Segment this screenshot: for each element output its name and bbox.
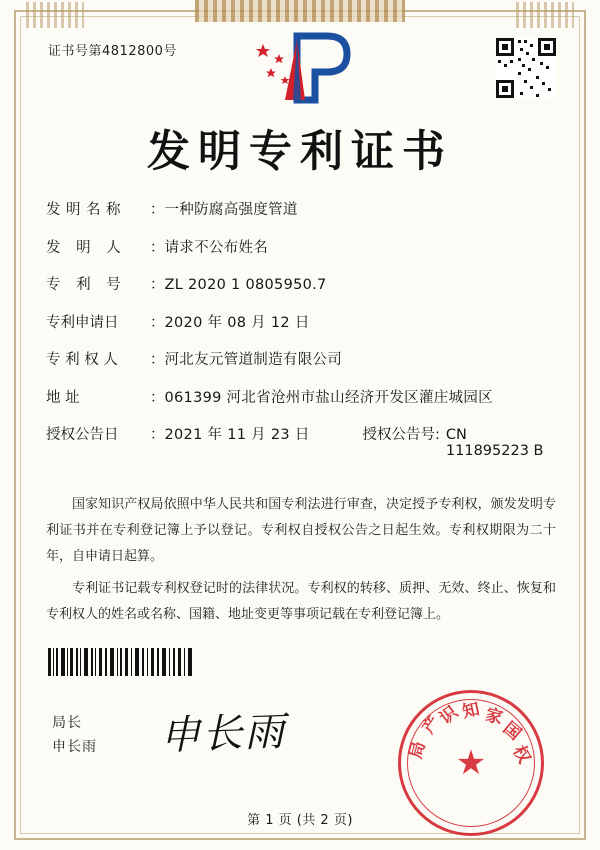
certificate-number: 证书号第4812800号 — [48, 44, 177, 59]
legal-text — [46, 492, 556, 634]
field-colon: ： — [150, 239, 165, 256]
field-invention-name — [46, 198, 554, 219]
signature-role: 局长 — [52, 715, 82, 731]
field-label: 专利申请日 — [46, 314, 119, 331]
seal-char: 权 — [508, 742, 535, 767]
corner-ornament-left — [26, 2, 84, 28]
field-label: 授权公告日 — [46, 427, 119, 443]
seal-char: 产 — [418, 712, 445, 738]
signature-name: 申长雨 — [52, 738, 97, 755]
field-label: 发明名称 — [46, 202, 126, 218]
field-value: 061399 河北省沧州市盐山经济开发区灌庄城园区 — [164, 389, 493, 406]
field-colon: ： — [150, 277, 165, 293]
field-colon: ： — [150, 314, 165, 331]
field-value: 2021 年 11 月 23 日 — [164, 427, 310, 443]
seal-star-icon: ★ — [455, 743, 487, 783]
seal-char: 识 — [436, 702, 462, 729]
field-colon: ： — [150, 352, 165, 368]
seal-char: 国 — [498, 718, 525, 745]
top-ornament — [195, 0, 405, 22]
certificate-fields — [46, 198, 554, 476]
qr-code-icon — [496, 38, 556, 98]
field-value-announcement-no: CN 111895223 B — [445, 427, 544, 459]
field-value: 2020 年 08 月 12 日 — [164, 314, 310, 331]
page-title: 发明专利证书 — [147, 127, 453, 177]
barcode — [48, 648, 196, 676]
field-patent-number — [46, 273, 554, 294]
field-patentee — [46, 348, 554, 369]
legal-paragraph-2: 专利证书记载专利权登记时的法律状况。专利权的转移、质押、无效、终止、恢复和专利权人的姓名或名称、国籍、地址变更等事项记载在专利登记簿上。 — [46, 581, 556, 622]
field-label: 地 址 — [46, 389, 80, 406]
page-footer: 第 1 页 (共 2 页) — [247, 813, 353, 828]
seal-char: 局 — [406, 739, 430, 761]
field-grant-announcement — [46, 423, 554, 459]
legal-paragraph-1: 国家知识产权局依照中华人民共和国专利法进行审查，决定授予专利权，颁发发明专利证书并在专利登记簿上予以登记。专利权自授权公告之日起生效。专利权期限为二十年，自申请日起算。 — [46, 497, 556, 564]
field-colon: ： — [150, 427, 165, 443]
field-inventor — [46, 236, 554, 257]
field-label: 专 利 号 — [46, 277, 127, 293]
field-colon: ： — [150, 202, 165, 218]
field-label: 专 利 权 人 — [46, 352, 118, 368]
field-value: 河北友元管道制造有限公司 — [164, 352, 343, 368]
field-value: 一种防腐高强度管道 — [164, 202, 298, 218]
field-colon: ： — [150, 389, 165, 406]
signature-block — [52, 712, 97, 760]
field-address — [46, 386, 554, 407]
cnipa-logo-icon — [235, 32, 365, 104]
corner-ornament-right — [516, 2, 574, 28]
handwritten-signature: 申长雨 — [159, 708, 287, 760]
field-application-date — [46, 311, 554, 332]
seal-char: 家 — [483, 705, 505, 729]
field-label-announcement-no: 授权公告号: — [362, 427, 440, 443]
field-label: 发 明 人 — [46, 239, 127, 256]
field-value: ZL 2020 1 0805950.7 — [164, 277, 327, 293]
field-value: 请求不公布姓名 — [164, 239, 269, 256]
seal-char: 知 — [460, 699, 482, 723]
